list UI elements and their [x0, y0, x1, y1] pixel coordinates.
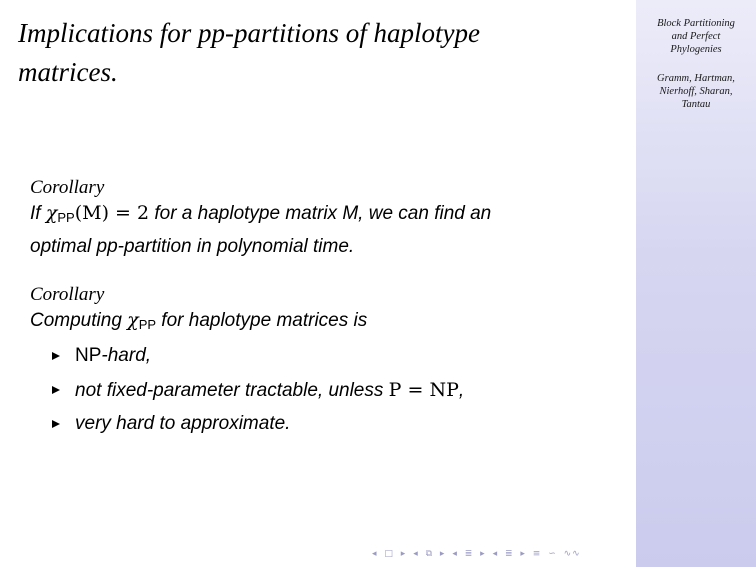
nav-right-arrow-icon[interactable]: ▸	[480, 549, 486, 559]
title-line-2: matrices.	[18, 57, 118, 87]
corollary-text: optimal pp-partition in polynomial time.	[30, 236, 355, 257]
corollary-body	[30, 199, 610, 261]
corollary-text: If	[30, 203, 46, 224]
corollary-text: for haplotype matrices is	[156, 310, 368, 331]
item-text: ,	[458, 380, 465, 401]
nav-left-arrow-icon[interactable]: ◂	[492, 549, 499, 559]
chi-symbol: χ	[45, 202, 58, 224]
sidebar-title-line: Phylogenies	[670, 44, 722, 55]
nav-back-icon[interactable]: ∽	[548, 549, 557, 559]
list-item	[30, 373, 610, 407]
corollary-text: Computing	[30, 310, 128, 331]
nav-right-arrow-icon[interactable]: ▸	[439, 549, 446, 559]
sidebar-title-line: and Perfect	[671, 31, 721, 42]
nav-left-arrow-icon[interactable]: ◂	[452, 549, 458, 559]
navigation-bar	[372, 549, 584, 561]
item-text: not fixed-parameter tractable, unless	[75, 380, 389, 401]
chi-argument: (M) = 2	[74, 202, 150, 224]
nav-subsection-icon[interactable]: ≣	[504, 549, 514, 559]
corollary-text: for a haplotype matrix M, we can find an	[149, 203, 492, 224]
sidebar-title-line: Block Partitioning	[657, 18, 735, 29]
chi-subscript: PP	[57, 210, 75, 225]
corollary-block-1	[30, 177, 610, 261]
triangle-bullet-icon	[52, 420, 60, 428]
chi-subscript: PP	[138, 317, 157, 332]
nav-right-arrow-icon[interactable]: ▸	[400, 549, 407, 559]
nav-search-icon[interactable]: ∿∿	[563, 549, 581, 559]
sidebar	[636, 0, 756, 567]
corollary-heading: Corollary	[30, 177, 105, 198]
nav-right-arrow-icon[interactable]: ▸	[520, 549, 526, 559]
triangle-bullet-icon	[52, 352, 60, 360]
corollary-block-2	[30, 284, 610, 441]
nav-left-arrow-icon[interactable]: ◂	[372, 549, 378, 559]
nav-slide-icon[interactable]: ⧉	[425, 549, 434, 559]
item-text: -hard,	[101, 345, 152, 366]
list-item	[30, 339, 610, 373]
nav-frame-icon[interactable]: □	[384, 549, 394, 559]
corollary-body	[30, 306, 610, 339]
nav-align-icon[interactable]: ≡	[532, 549, 542, 559]
sidebar-authors[interactable]	[644, 72, 748, 111]
corollary-heading: Corollary	[30, 284, 105, 305]
sidebar-presentation-title[interactable]	[644, 17, 748, 56]
slide-title	[18, 14, 618, 92]
sidebar-author-line: Nierhoff, Sharan,	[659, 86, 733, 97]
item-upright-text: NP	[75, 345, 102, 366]
sidebar-author-line: Tantau	[681, 99, 711, 110]
item-text: very hard to approximate.	[75, 413, 291, 434]
nav-left-arrow-icon[interactable]: ◂	[413, 549, 419, 559]
list-item	[30, 407, 610, 441]
item-math: P = NP	[388, 379, 459, 401]
bullet-list	[30, 339, 610, 441]
title-line-1: Implications for pp-partitions of haplotype	[18, 18, 480, 48]
nav-section-icon[interactable]: ≣	[464, 549, 474, 559]
triangle-bullet-icon	[52, 386, 60, 394]
sidebar-author-line: Gramm, Hartman,	[657, 73, 735, 84]
chi-symbol: χ	[127, 309, 139, 331]
